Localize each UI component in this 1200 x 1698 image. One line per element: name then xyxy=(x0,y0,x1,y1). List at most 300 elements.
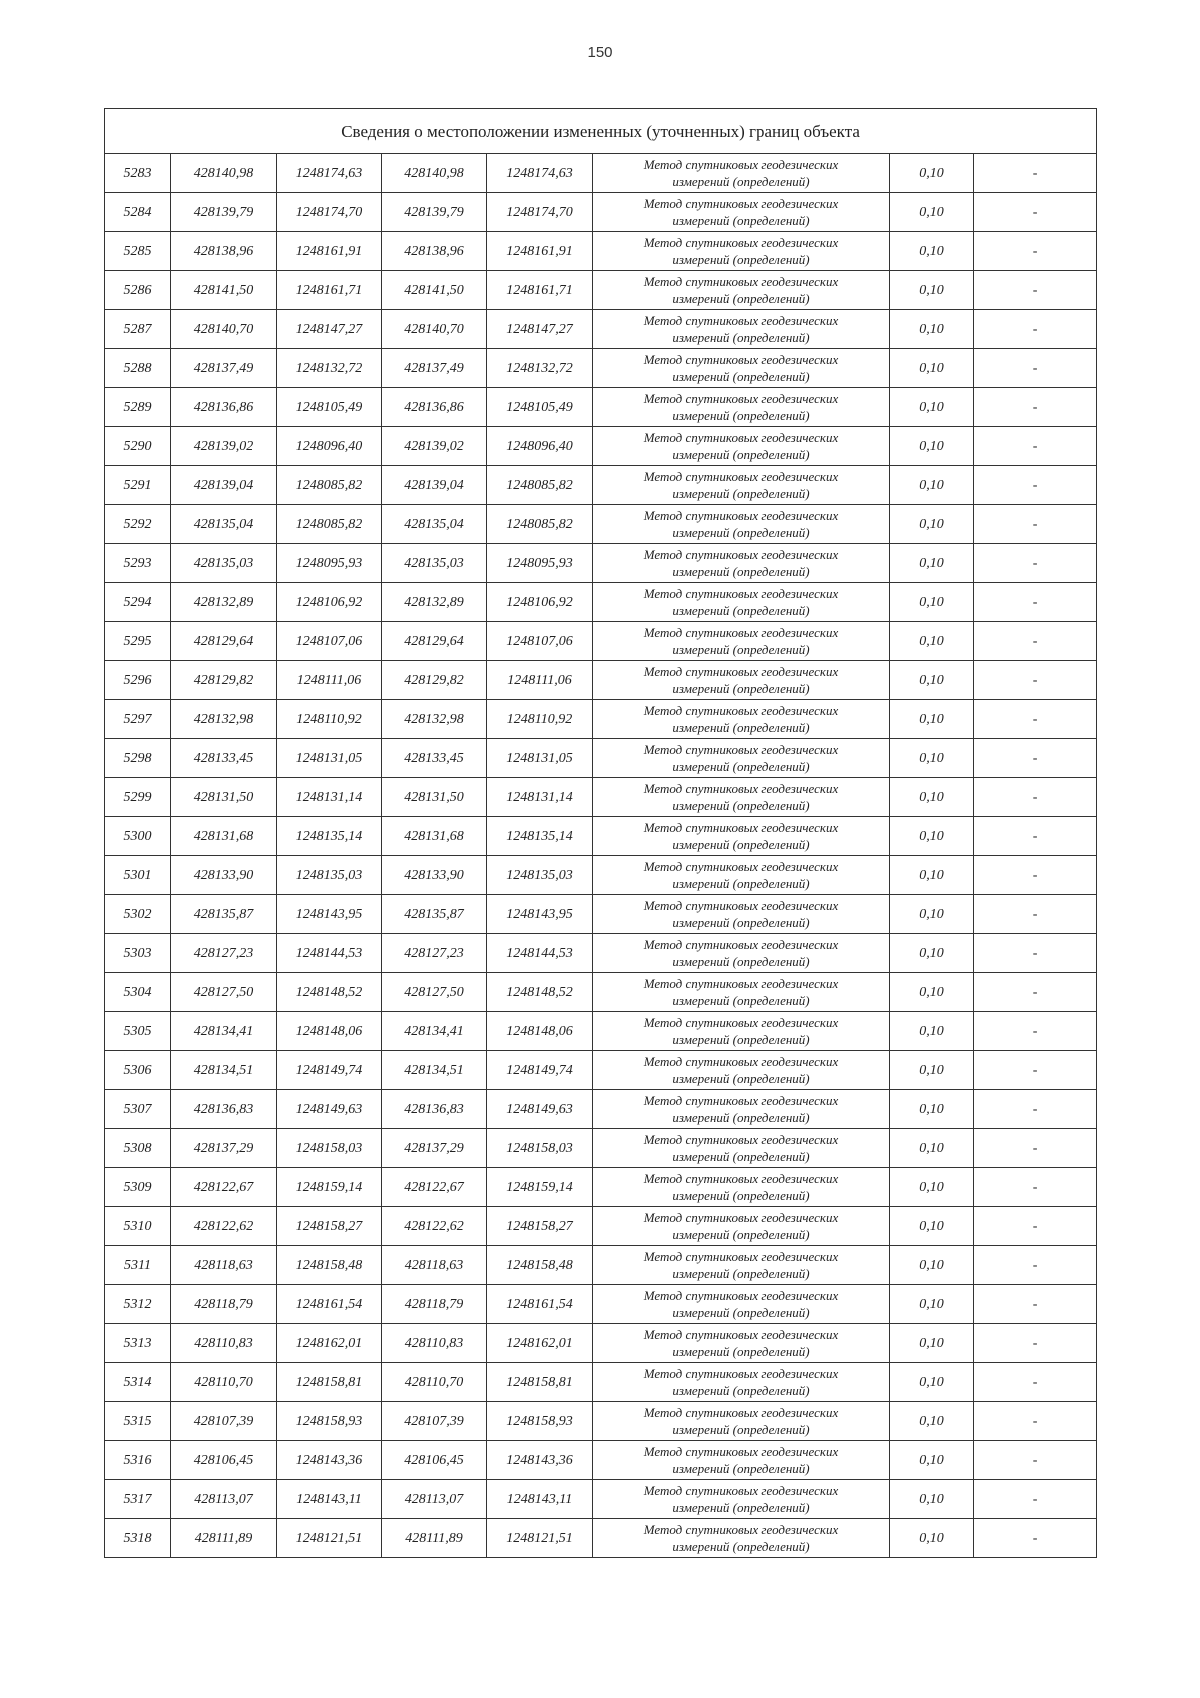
x-existing-cell: 428122,67 xyxy=(171,1168,277,1207)
method-cell xyxy=(593,583,890,622)
table-row xyxy=(105,1246,1097,1285)
table-row xyxy=(105,817,1097,856)
point-number-cell: 5318 xyxy=(105,1519,171,1558)
method-line-1: Метод спутниковых геодезических xyxy=(643,976,839,991)
point-number-cell: 5296 xyxy=(105,661,171,700)
y-new-cell: 1248121,51 xyxy=(487,1519,593,1558)
accuracy-cell: 0,10 xyxy=(890,817,974,856)
method-line-2: измерений (определений) xyxy=(672,642,810,657)
table-title-row xyxy=(105,109,1097,154)
method-line-1: Метод спутниковых геодезических xyxy=(643,1288,839,1303)
method-line-1: Метод спутниковых геодезических xyxy=(643,937,839,952)
method-cell xyxy=(593,193,890,232)
method-line-1: Метод спутниковых геодезических xyxy=(643,1249,839,1264)
y-new-cell: 1248149,63 xyxy=(487,1090,593,1129)
y-existing-cell: 1248158,03 xyxy=(277,1129,382,1168)
x-existing-cell: 428110,83 xyxy=(171,1324,277,1363)
method-line-2: измерений (определений) xyxy=(672,1227,810,1242)
note-cell: - xyxy=(974,388,1097,427)
y-existing-cell: 1248161,71 xyxy=(277,271,382,310)
point-number-cell: 5308 xyxy=(105,1129,171,1168)
method-line-1: Метод спутниковых геодезических xyxy=(643,469,839,484)
x-existing-cell: 428134,41 xyxy=(171,1012,277,1051)
point-number-cell: 5301 xyxy=(105,856,171,895)
accuracy-cell: 0,10 xyxy=(890,895,974,934)
method-line-1: Метод спутниковых геодезических xyxy=(643,625,839,640)
method-cell xyxy=(593,817,890,856)
x-new-cell: 428133,45 xyxy=(382,739,487,778)
page-number: 150 xyxy=(587,44,613,61)
method-line-1: Метод спутниковых геодезических xyxy=(643,157,839,172)
method-line-1: Метод спутниковых геодезических xyxy=(643,664,839,679)
table-row xyxy=(105,310,1097,349)
y-new-cell: 1248158,03 xyxy=(487,1129,593,1168)
method-cell xyxy=(593,1480,890,1519)
x-existing-cell: 428127,50 xyxy=(171,973,277,1012)
table-row xyxy=(105,895,1097,934)
method-line-1: Метод спутниковых геодезических xyxy=(643,586,839,601)
y-existing-cell: 1248148,52 xyxy=(277,973,382,1012)
accuracy-cell: 0,10 xyxy=(890,1207,974,1246)
x-existing-cell: 428139,04 xyxy=(171,466,277,505)
note-cell: - xyxy=(974,1012,1097,1051)
x-existing-cell: 428141,50 xyxy=(171,271,277,310)
y-existing-cell: 1248148,06 xyxy=(277,1012,382,1051)
note-cell: - xyxy=(974,271,1097,310)
point-number-cell: 5315 xyxy=(105,1402,171,1441)
table-row xyxy=(105,1441,1097,1480)
table-row xyxy=(105,934,1097,973)
boundary-coordinates-table xyxy=(104,108,1097,1558)
x-existing-cell: 428137,49 xyxy=(171,349,277,388)
method-line-1: Метод спутниковых геодезических xyxy=(643,1366,839,1381)
accuracy-cell: 0,10 xyxy=(890,1168,974,1207)
point-number-cell: 5304 xyxy=(105,973,171,1012)
x-new-cell: 428137,29 xyxy=(382,1129,487,1168)
y-new-cell: 1248161,91 xyxy=(487,232,593,271)
note-cell: - xyxy=(974,739,1097,778)
x-existing-cell: 428135,87 xyxy=(171,895,277,934)
y-new-cell: 1248110,92 xyxy=(487,700,593,739)
point-number-cell: 5293 xyxy=(105,544,171,583)
method-cell xyxy=(593,661,890,700)
x-existing-cell: 428134,51 xyxy=(171,1051,277,1090)
note-cell: - xyxy=(974,1129,1097,1168)
y-new-cell: 1248085,82 xyxy=(487,505,593,544)
y-new-cell: 1248158,27 xyxy=(487,1207,593,1246)
method-cell xyxy=(593,622,890,661)
method-line-2: измерений (определений) xyxy=(672,954,810,969)
method-line-2: измерений (определений) xyxy=(672,1149,810,1164)
y-new-cell: 1248131,05 xyxy=(487,739,593,778)
y-existing-cell: 1248174,70 xyxy=(277,193,382,232)
method-line-2: измерений (определений) xyxy=(672,1266,810,1281)
note-cell: - xyxy=(974,154,1097,193)
note-cell: - xyxy=(974,1519,1097,1558)
x-existing-cell: 428133,45 xyxy=(171,739,277,778)
method-line-2: измерений (определений) xyxy=(672,876,810,891)
note-cell: - xyxy=(974,1168,1097,1207)
table-row xyxy=(105,232,1097,271)
x-existing-cell: 428132,98 xyxy=(171,700,277,739)
x-new-cell: 428110,70 xyxy=(382,1363,487,1402)
y-new-cell: 1248149,74 xyxy=(487,1051,593,1090)
y-new-cell: 1248135,14 xyxy=(487,817,593,856)
point-number-cell: 5299 xyxy=(105,778,171,817)
x-new-cell: 428113,07 xyxy=(382,1480,487,1519)
accuracy-cell: 0,10 xyxy=(890,739,974,778)
y-new-cell: 1248147,27 xyxy=(487,310,593,349)
method-line-2: измерений (определений) xyxy=(672,408,810,423)
x-new-cell: 428110,83 xyxy=(382,1324,487,1363)
accuracy-cell: 0,10 xyxy=(890,622,974,661)
y-existing-cell: 1248158,48 xyxy=(277,1246,382,1285)
table-row xyxy=(105,583,1097,622)
y-new-cell: 1248159,14 xyxy=(487,1168,593,1207)
note-cell: - xyxy=(974,1480,1097,1519)
table-row xyxy=(105,1519,1097,1558)
point-number-cell: 5289 xyxy=(105,388,171,427)
table-row xyxy=(105,154,1097,193)
point-number-cell: 5283 xyxy=(105,154,171,193)
method-line-2: измерений (определений) xyxy=(672,291,810,306)
x-existing-cell: 428132,89 xyxy=(171,583,277,622)
method-line-2: измерений (определений) xyxy=(672,564,810,579)
method-cell xyxy=(593,973,890,1012)
method-line-1: Метод спутниковых геодезических xyxy=(643,430,839,445)
method-line-1: Метод спутниковых геодезических xyxy=(643,1444,839,1459)
x-new-cell: 428132,98 xyxy=(382,700,487,739)
method-line-1: Метод спутниковых геодезических xyxy=(643,1132,839,1147)
y-new-cell: 1248143,95 xyxy=(487,895,593,934)
method-line-2: измерений (определений) xyxy=(672,603,810,618)
x-new-cell: 428111,89 xyxy=(382,1519,487,1558)
x-new-cell: 428137,49 xyxy=(382,349,487,388)
y-existing-cell: 1248143,95 xyxy=(277,895,382,934)
x-new-cell: 428140,70 xyxy=(382,310,487,349)
x-new-cell: 428129,64 xyxy=(382,622,487,661)
note-cell: - xyxy=(974,934,1097,973)
point-number-cell: 5312 xyxy=(105,1285,171,1324)
method-line-2: измерений (определений) xyxy=(672,447,810,462)
x-existing-cell: 428133,90 xyxy=(171,856,277,895)
accuracy-cell: 0,10 xyxy=(890,544,974,583)
x-existing-cell: 428140,98 xyxy=(171,154,277,193)
table-title: Сведения о местоположении измененных (уточненных) границ объекта xyxy=(105,109,1097,154)
method-cell xyxy=(593,1168,890,1207)
x-existing-cell: 428138,96 xyxy=(171,232,277,271)
table-row xyxy=(105,193,1097,232)
method-line-1: Метод спутниковых геодезических xyxy=(643,820,839,835)
x-new-cell: 428122,67 xyxy=(382,1168,487,1207)
method-line-2: измерений (определений) xyxy=(672,1539,810,1554)
accuracy-cell: 0,10 xyxy=(890,1090,974,1129)
method-cell xyxy=(593,1519,890,1558)
method-cell xyxy=(593,934,890,973)
method-line-2: измерений (определений) xyxy=(672,486,810,501)
table-row xyxy=(105,700,1097,739)
method-line-2: измерений (определений) xyxy=(672,1110,810,1125)
table-row xyxy=(105,544,1097,583)
y-new-cell: 1248144,53 xyxy=(487,934,593,973)
method-line-2: измерений (определений) xyxy=(672,1071,810,1086)
y-existing-cell: 1248106,92 xyxy=(277,583,382,622)
y-existing-cell: 1248111,06 xyxy=(277,661,382,700)
point-number-cell: 5292 xyxy=(105,505,171,544)
table-row xyxy=(105,1051,1097,1090)
method-cell xyxy=(593,310,890,349)
table-row xyxy=(105,1285,1097,1324)
y-existing-cell: 1248159,14 xyxy=(277,1168,382,1207)
point-number-cell: 5305 xyxy=(105,1012,171,1051)
y-new-cell: 1248174,70 xyxy=(487,193,593,232)
method-cell xyxy=(593,1363,890,1402)
method-line-1: Метод спутниковых геодезических xyxy=(643,1483,839,1498)
y-existing-cell: 1248161,54 xyxy=(277,1285,382,1324)
method-cell xyxy=(593,466,890,505)
method-line-2: измерений (определений) xyxy=(672,681,810,696)
point-number-cell: 5300 xyxy=(105,817,171,856)
note-cell: - xyxy=(974,1324,1097,1363)
accuracy-cell: 0,10 xyxy=(890,232,974,271)
method-cell xyxy=(593,388,890,427)
accuracy-cell: 0,10 xyxy=(890,193,974,232)
accuracy-cell: 0,10 xyxy=(890,934,974,973)
method-cell xyxy=(593,778,890,817)
table-row xyxy=(105,1402,1097,1441)
point-number-cell: 5294 xyxy=(105,583,171,622)
point-number-cell: 5314 xyxy=(105,1363,171,1402)
y-existing-cell: 1248143,36 xyxy=(277,1441,382,1480)
y-existing-cell: 1248149,74 xyxy=(277,1051,382,1090)
accuracy-cell: 0,10 xyxy=(890,1402,974,1441)
accuracy-cell: 0,10 xyxy=(890,349,974,388)
method-line-2: измерений (определений) xyxy=(672,1305,810,1320)
note-cell: - xyxy=(974,856,1097,895)
table-row xyxy=(105,349,1097,388)
x-new-cell: 428139,02 xyxy=(382,427,487,466)
method-line-1: Метод спутниковых геодезических xyxy=(643,1015,839,1030)
method-line-1: Метод спутниковых геодезических xyxy=(643,859,839,874)
x-new-cell: 428107,39 xyxy=(382,1402,487,1441)
x-existing-cell: 428127,23 xyxy=(171,934,277,973)
method-line-2: измерений (определений) xyxy=(672,174,810,189)
table-row xyxy=(105,739,1097,778)
x-existing-cell: 428131,68 xyxy=(171,817,277,856)
note-cell: - xyxy=(974,1246,1097,1285)
y-existing-cell: 1248135,03 xyxy=(277,856,382,895)
accuracy-cell: 0,10 xyxy=(890,1012,974,1051)
method-line-1: Метод спутниковых геодезических xyxy=(643,703,839,718)
table-row xyxy=(105,1324,1097,1363)
method-cell xyxy=(593,1129,890,1168)
x-existing-cell: 428129,82 xyxy=(171,661,277,700)
y-new-cell: 1248085,82 xyxy=(487,466,593,505)
accuracy-cell: 0,10 xyxy=(890,778,974,817)
point-number-cell: 5311 xyxy=(105,1246,171,1285)
table-row xyxy=(105,271,1097,310)
y-new-cell: 1248106,92 xyxy=(487,583,593,622)
x-existing-cell: 428107,39 xyxy=(171,1402,277,1441)
table-row xyxy=(105,1129,1097,1168)
table-row xyxy=(105,1168,1097,1207)
y-new-cell: 1248148,06 xyxy=(487,1012,593,1051)
x-new-cell: 428136,86 xyxy=(382,388,487,427)
note-cell: - xyxy=(974,622,1097,661)
note-cell: - xyxy=(974,1051,1097,1090)
method-cell xyxy=(593,544,890,583)
table-row xyxy=(105,661,1097,700)
point-number-cell: 5309 xyxy=(105,1168,171,1207)
y-new-cell: 1248131,14 xyxy=(487,778,593,817)
method-line-2: измерений (определений) xyxy=(672,1461,810,1476)
method-cell xyxy=(593,1402,890,1441)
method-line-2: измерений (определений) xyxy=(672,1344,810,1359)
table-row xyxy=(105,1363,1097,1402)
method-line-1: Метод спутниковых геодезических xyxy=(643,781,839,796)
note-cell: - xyxy=(974,1090,1097,1129)
accuracy-cell: 0,10 xyxy=(890,1519,974,1558)
x-new-cell: 428131,68 xyxy=(382,817,487,856)
accuracy-cell: 0,10 xyxy=(890,388,974,427)
note-cell: - xyxy=(974,778,1097,817)
table-row xyxy=(105,778,1097,817)
method-cell xyxy=(593,1051,890,1090)
y-existing-cell: 1248096,40 xyxy=(277,427,382,466)
point-number-cell: 5288 xyxy=(105,349,171,388)
method-line-2: измерений (определений) xyxy=(672,213,810,228)
table-row xyxy=(105,973,1097,1012)
table-row xyxy=(105,622,1097,661)
x-new-cell: 428122,62 xyxy=(382,1207,487,1246)
table-row xyxy=(105,1480,1097,1519)
note-cell: - xyxy=(974,349,1097,388)
y-new-cell: 1248174,63 xyxy=(487,154,593,193)
x-existing-cell: 428129,64 xyxy=(171,622,277,661)
accuracy-cell: 0,10 xyxy=(890,661,974,700)
table-row xyxy=(105,856,1097,895)
accuracy-cell: 0,10 xyxy=(890,310,974,349)
y-existing-cell: 1248158,93 xyxy=(277,1402,382,1441)
y-existing-cell: 1248158,27 xyxy=(277,1207,382,1246)
y-new-cell: 1248105,49 xyxy=(487,388,593,427)
method-line-1: Метод спутниковых геодезических xyxy=(643,1210,839,1225)
x-existing-cell: 428140,70 xyxy=(171,310,277,349)
x-existing-cell: 428139,02 xyxy=(171,427,277,466)
x-new-cell: 428132,89 xyxy=(382,583,487,622)
point-number-cell: 5295 xyxy=(105,622,171,661)
x-new-cell: 428127,50 xyxy=(382,973,487,1012)
method-line-1: Метод спутниковых геодезических xyxy=(643,508,839,523)
x-existing-cell: 428111,89 xyxy=(171,1519,277,1558)
accuracy-cell: 0,10 xyxy=(890,1363,974,1402)
point-number-cell: 5302 xyxy=(105,895,171,934)
x-existing-cell: 428136,86 xyxy=(171,388,277,427)
x-new-cell: 428133,90 xyxy=(382,856,487,895)
x-new-cell: 428118,79 xyxy=(382,1285,487,1324)
method-cell xyxy=(593,1285,890,1324)
accuracy-cell: 0,10 xyxy=(890,700,974,739)
note-cell: - xyxy=(974,973,1097,1012)
y-new-cell: 1248095,93 xyxy=(487,544,593,583)
x-new-cell: 428129,82 xyxy=(382,661,487,700)
y-new-cell: 1248161,54 xyxy=(487,1285,593,1324)
note-cell: - xyxy=(974,232,1097,271)
note-cell: - xyxy=(974,817,1097,856)
method-line-1: Метод спутниковых геодезических xyxy=(643,742,839,757)
y-existing-cell: 1248085,82 xyxy=(277,466,382,505)
note-cell: - xyxy=(974,661,1097,700)
y-new-cell: 1248158,93 xyxy=(487,1402,593,1441)
point-number-cell: 5287 xyxy=(105,310,171,349)
method-line-2: измерений (определений) xyxy=(672,915,810,930)
y-existing-cell: 1248131,14 xyxy=(277,778,382,817)
y-existing-cell: 1248105,49 xyxy=(277,388,382,427)
table-row xyxy=(105,1012,1097,1051)
x-new-cell: 428141,50 xyxy=(382,271,487,310)
y-existing-cell: 1248135,14 xyxy=(277,817,382,856)
accuracy-cell: 0,10 xyxy=(890,505,974,544)
method-line-2: измерений (определений) xyxy=(672,798,810,813)
method-line-2: измерений (определений) xyxy=(672,330,810,345)
point-number-cell: 5303 xyxy=(105,934,171,973)
method-cell xyxy=(593,1441,890,1480)
table-row xyxy=(105,505,1097,544)
x-existing-cell: 428122,62 xyxy=(171,1207,277,1246)
note-cell: - xyxy=(974,466,1097,505)
y-existing-cell: 1248085,82 xyxy=(277,505,382,544)
y-existing-cell: 1248149,63 xyxy=(277,1090,382,1129)
table-row xyxy=(105,388,1097,427)
y-existing-cell: 1248143,11 xyxy=(277,1480,382,1519)
y-existing-cell: 1248107,06 xyxy=(277,622,382,661)
x-new-cell: 428139,04 xyxy=(382,466,487,505)
x-existing-cell: 428113,07 xyxy=(171,1480,277,1519)
method-line-1: Метод спутниковых геодезических xyxy=(643,1093,839,1108)
y-new-cell: 1248132,72 xyxy=(487,349,593,388)
x-existing-cell: 428136,83 xyxy=(171,1090,277,1129)
method-line-2: измерений (определений) xyxy=(672,1383,810,1398)
method-line-2: измерений (определений) xyxy=(672,993,810,1008)
note-cell: - xyxy=(974,583,1097,622)
method-line-1: Метод спутниковых геодезических xyxy=(643,352,839,367)
method-line-1: Метод спутниковых геодезических xyxy=(643,235,839,250)
accuracy-cell: 0,10 xyxy=(890,973,974,1012)
method-line-2: измерений (определений) xyxy=(672,525,810,540)
accuracy-cell: 0,10 xyxy=(890,1324,974,1363)
y-existing-cell: 1248121,51 xyxy=(277,1519,382,1558)
method-cell xyxy=(593,427,890,466)
note-cell: - xyxy=(974,193,1097,232)
y-existing-cell: 1248132,72 xyxy=(277,349,382,388)
method-line-1: Метод спутниковых геодезических xyxy=(643,1405,839,1420)
method-cell xyxy=(593,349,890,388)
y-existing-cell: 1248131,05 xyxy=(277,739,382,778)
x-new-cell: 428131,50 xyxy=(382,778,487,817)
x-new-cell: 428136,83 xyxy=(382,1090,487,1129)
point-number-cell: 5285 xyxy=(105,232,171,271)
note-cell: - xyxy=(974,1363,1097,1402)
y-new-cell: 1248143,36 xyxy=(487,1441,593,1480)
note-cell: - xyxy=(974,544,1097,583)
accuracy-cell: 0,10 xyxy=(890,1441,974,1480)
y-new-cell: 1248158,48 xyxy=(487,1246,593,1285)
method-line-1: Метод спутниковых геодезических xyxy=(643,898,839,913)
method-line-2: измерений (определений) xyxy=(672,1500,810,1515)
table-row xyxy=(105,466,1097,505)
x-new-cell: 428139,79 xyxy=(382,193,487,232)
x-existing-cell: 428110,70 xyxy=(171,1363,277,1402)
